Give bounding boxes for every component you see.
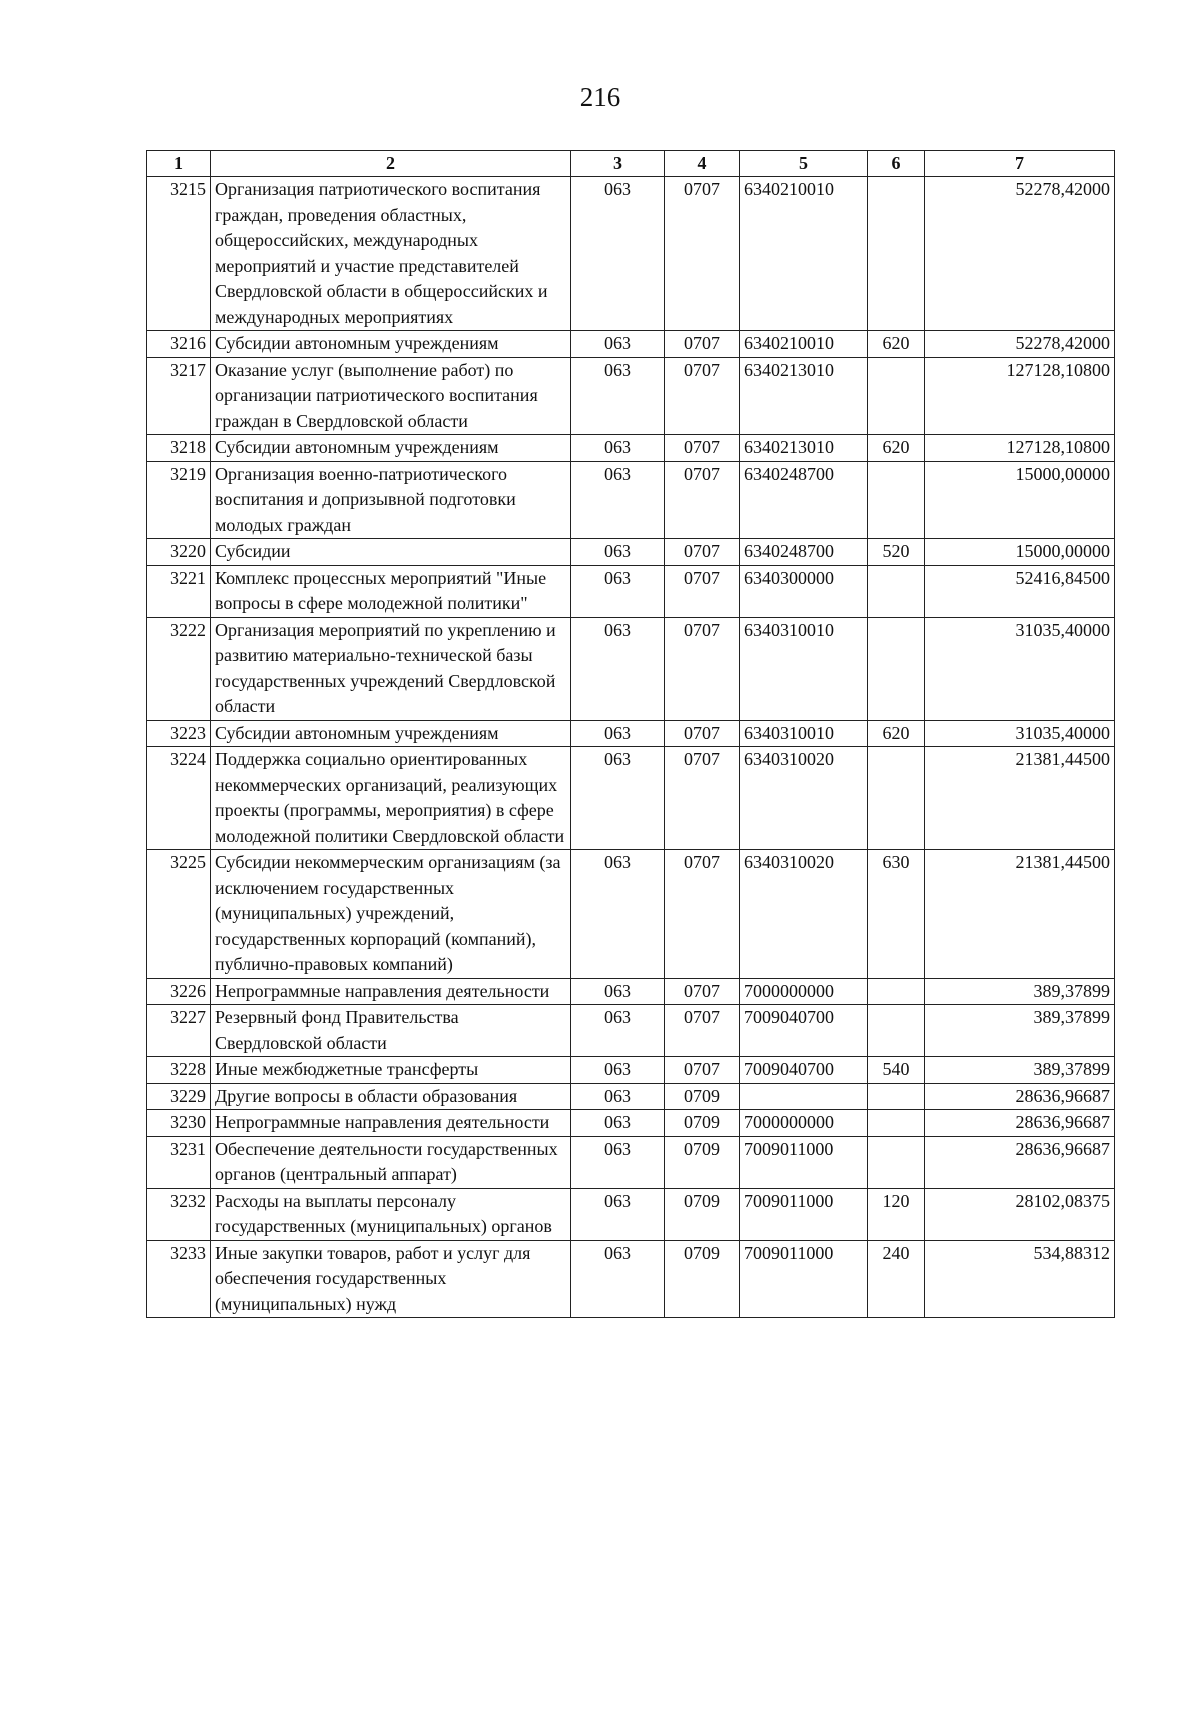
row-section-code: 0707 (665, 720, 740, 747)
row-section-code: 0707 (665, 1005, 740, 1057)
row-target-code: 6340310020 (740, 747, 868, 850)
row-expense-type (868, 978, 925, 1005)
row-number: 3220 (147, 539, 211, 566)
row-expense-type: 620 (868, 720, 925, 747)
row-name: Резервный фонд Правительства Свердловской области (211, 1005, 571, 1057)
row-section-code: 0709 (665, 1188, 740, 1240)
row-expense-type (868, 461, 925, 539)
row-dept-code: 063 (571, 1057, 665, 1084)
row-dept-code: 063 (571, 1083, 665, 1110)
row-sum: 389,37899 (925, 978, 1115, 1005)
row-number: 3232 (147, 1188, 211, 1240)
column-header: 3 (571, 151, 665, 177)
row-section-code: 0709 (665, 1136, 740, 1188)
row-section-code: 0709 (665, 1110, 740, 1137)
row-sum: 15000,00000 (925, 461, 1115, 539)
row-expense-type: 520 (868, 539, 925, 566)
row-section-code: 0707 (665, 565, 740, 617)
row-name: Субсидии (211, 539, 571, 566)
table-body (147, 177, 1115, 1318)
row-dept-code: 063 (571, 1005, 665, 1057)
row-section-code: 0707 (665, 435, 740, 462)
row-dept-code: 063 (571, 747, 665, 850)
row-sum: 21381,44500 (925, 747, 1115, 850)
row-section-code: 0707 (665, 850, 740, 979)
row-number: 3223 (147, 720, 211, 747)
row-target-code: 7009011000 (740, 1136, 868, 1188)
row-name: Субсидии некоммерческим организациям (за исключением государственных (муниципальных) учреждений, государственных корпораций (компаний), публично-правовых компаний) (211, 850, 571, 979)
row-number: 3217 (147, 357, 211, 435)
row-expense-type (868, 357, 925, 435)
row-target-code: 7000000000 (740, 978, 868, 1005)
row-number: 3227 (147, 1005, 211, 1057)
row-target-code: 7009011000 (740, 1188, 868, 1240)
row-expense-type (868, 177, 925, 331)
row-expense-type (868, 1083, 925, 1110)
row-target-code: 6340300000 (740, 565, 868, 617)
row-target-code: 6340310010 (740, 720, 868, 747)
row-name: Расходы на выплаты персоналу государственных (муниципальных) органов (211, 1188, 571, 1240)
row-dept-code: 063 (571, 1136, 665, 1188)
row-sum: 534,88312 (925, 1240, 1115, 1318)
row-section-code: 0707 (665, 331, 740, 358)
row-target-code: 6340213010 (740, 435, 868, 462)
row-name: Субсидии автономным учреждениям (211, 331, 571, 358)
row-expense-type (868, 1005, 925, 1057)
row-dept-code: 063 (571, 978, 665, 1005)
row-name: Комплекс процессных мероприятий "Иные вопросы в сфере молодежной политики" (211, 565, 571, 617)
row-number: 3222 (147, 617, 211, 720)
row-section-code: 0707 (665, 617, 740, 720)
row-name: Непрограммные направления деятельности (211, 978, 571, 1005)
column-header: 4 (665, 151, 740, 177)
row-sum: 28636,96687 (925, 1136, 1115, 1188)
row-sum: 28636,96687 (925, 1083, 1115, 1110)
table-row (147, 978, 1115, 1005)
table-row (147, 331, 1115, 358)
table-row (147, 357, 1115, 435)
row-name: Обеспечение деятельности государственных органов (центральный аппарат) (211, 1136, 571, 1188)
row-target-code: 6340210010 (740, 331, 868, 358)
row-target-code: 6340248700 (740, 461, 868, 539)
row-expense-type (868, 747, 925, 850)
row-expense-type: 240 (868, 1240, 925, 1318)
row-number: 3225 (147, 850, 211, 979)
table-row (147, 177, 1115, 331)
row-number: 3230 (147, 1110, 211, 1137)
row-name: Организация патриотического воспитания граждан, проведения областных, общероссийских, международных мероприятий и участие представителей Свердловской области в общероссийских и международных мероприятиях (211, 177, 571, 331)
row-expense-type (868, 1110, 925, 1137)
row-section-code: 0707 (665, 1057, 740, 1084)
row-dept-code: 063 (571, 461, 665, 539)
table-row (147, 1083, 1115, 1110)
row-number: 3226 (147, 978, 211, 1005)
row-target-code: 7009011000 (740, 1240, 868, 1318)
row-dept-code: 063 (571, 357, 665, 435)
row-sum: 31035,40000 (925, 617, 1115, 720)
row-number: 3224 (147, 747, 211, 850)
row-name: Организация военно-патриотического воспитания и допризывной подготовки молодых граждан (211, 461, 571, 539)
column-header: 7 (925, 151, 1115, 177)
table-header-row (147, 151, 1115, 177)
budget-table (146, 150, 1115, 1318)
row-name: Поддержка социально ориентированных некоммерческих организаций, реализующих проекты (программы, мероприятия) в сфере молодежной политики Свердловской области (211, 747, 571, 850)
row-dept-code: 063 (571, 1110, 665, 1137)
row-section-code: 0707 (665, 978, 740, 1005)
row-expense-type: 540 (868, 1057, 925, 1084)
table-row (147, 747, 1115, 850)
row-dept-code: 063 (571, 1240, 665, 1318)
table-row (147, 1005, 1115, 1057)
row-number: 3218 (147, 435, 211, 462)
row-name: Организация мероприятий по укреплению и развитию материально-технической базы государственных учреждений Свердловской области (211, 617, 571, 720)
row-expense-type (868, 617, 925, 720)
table-row (147, 1110, 1115, 1137)
row-dept-code: 063 (571, 435, 665, 462)
row-section-code: 0709 (665, 1083, 740, 1110)
row-dept-code: 063 (571, 331, 665, 358)
table-row (147, 617, 1115, 720)
row-dept-code: 063 (571, 177, 665, 331)
row-name: Субсидии автономным учреждениям (211, 435, 571, 462)
row-target-code: 6340310020 (740, 850, 868, 979)
row-target-code: 7009040700 (740, 1005, 868, 1057)
row-number: 3231 (147, 1136, 211, 1188)
table-row (147, 1188, 1115, 1240)
row-target-code: 6340310010 (740, 617, 868, 720)
row-number: 3229 (147, 1083, 211, 1110)
row-number: 3215 (147, 177, 211, 331)
row-section-code: 0707 (665, 357, 740, 435)
page-number: 216 (579, 82, 621, 112)
row-sum: 28636,96687 (925, 1110, 1115, 1137)
row-dept-code: 063 (571, 720, 665, 747)
row-number: 3233 (147, 1240, 211, 1318)
row-number: 3219 (147, 461, 211, 539)
table-row (147, 565, 1115, 617)
row-sum: 28102,08375 (925, 1188, 1115, 1240)
row-sum: 389,37899 (925, 1057, 1115, 1084)
column-header: 5 (740, 151, 868, 177)
table-row (147, 720, 1115, 747)
row-name: Непрограммные направления деятельности (211, 1110, 571, 1137)
row-name: Иные межбюджетные трансферты (211, 1057, 571, 1084)
row-dept-code: 063 (571, 617, 665, 720)
table-row (147, 539, 1115, 566)
row-sum: 127128,10800 (925, 435, 1115, 462)
row-expense-type (868, 1136, 925, 1188)
row-sum: 52278,42000 (925, 177, 1115, 331)
row-section-code: 0707 (665, 747, 740, 850)
row-name: Оказание услуг (выполнение работ) по организации патриотического воспитания граждан в Свердловской области (211, 357, 571, 435)
row-dept-code: 063 (571, 850, 665, 979)
row-sum: 127128,10800 (925, 357, 1115, 435)
row-sum: 389,37899 (925, 1005, 1115, 1057)
row-section-code: 0707 (665, 177, 740, 331)
row-expense-type (868, 565, 925, 617)
row-number: 3221 (147, 565, 211, 617)
row-expense-type: 120 (868, 1188, 925, 1240)
column-header: 2 (211, 151, 571, 177)
row-name: Субсидии автономным учреждениям (211, 720, 571, 747)
row-sum: 52416,84500 (925, 565, 1115, 617)
table-row (147, 1057, 1115, 1084)
table-row (147, 850, 1115, 979)
row-target-code: 7000000000 (740, 1110, 868, 1137)
row-number: 3216 (147, 331, 211, 358)
table-row (147, 1136, 1115, 1188)
row-target-code: 6340213010 (740, 357, 868, 435)
row-dept-code: 063 (571, 539, 665, 566)
row-expense-type: 630 (868, 850, 925, 979)
row-number: 3228 (147, 1057, 211, 1084)
table-row (147, 435, 1115, 462)
row-sum: 15000,00000 (925, 539, 1115, 566)
row-target-code: 6340210010 (740, 177, 868, 331)
row-section-code: 0709 (665, 1240, 740, 1318)
row-target-code (740, 1083, 868, 1110)
row-expense-type: 620 (868, 331, 925, 358)
row-target-code: 7009040700 (740, 1057, 868, 1084)
row-expense-type: 620 (868, 435, 925, 462)
column-header: 1 (147, 151, 211, 177)
table-row (147, 1240, 1115, 1318)
row-dept-code: 063 (571, 1188, 665, 1240)
row-section-code: 0707 (665, 461, 740, 539)
row-dept-code: 063 (571, 565, 665, 617)
row-section-code: 0707 (665, 539, 740, 566)
column-header: 6 (868, 151, 925, 177)
row-sum: 52278,42000 (925, 331, 1115, 358)
table-row (147, 461, 1115, 539)
row-name: Иные закупки товаров, работ и услуг для обеспечения государственных (муниципальных) нужд (211, 1240, 571, 1318)
row-target-code: 6340248700 (740, 539, 868, 566)
row-sum: 21381,44500 (925, 850, 1115, 979)
row-sum: 31035,40000 (925, 720, 1115, 747)
row-name: Другие вопросы в области образования (211, 1083, 571, 1110)
